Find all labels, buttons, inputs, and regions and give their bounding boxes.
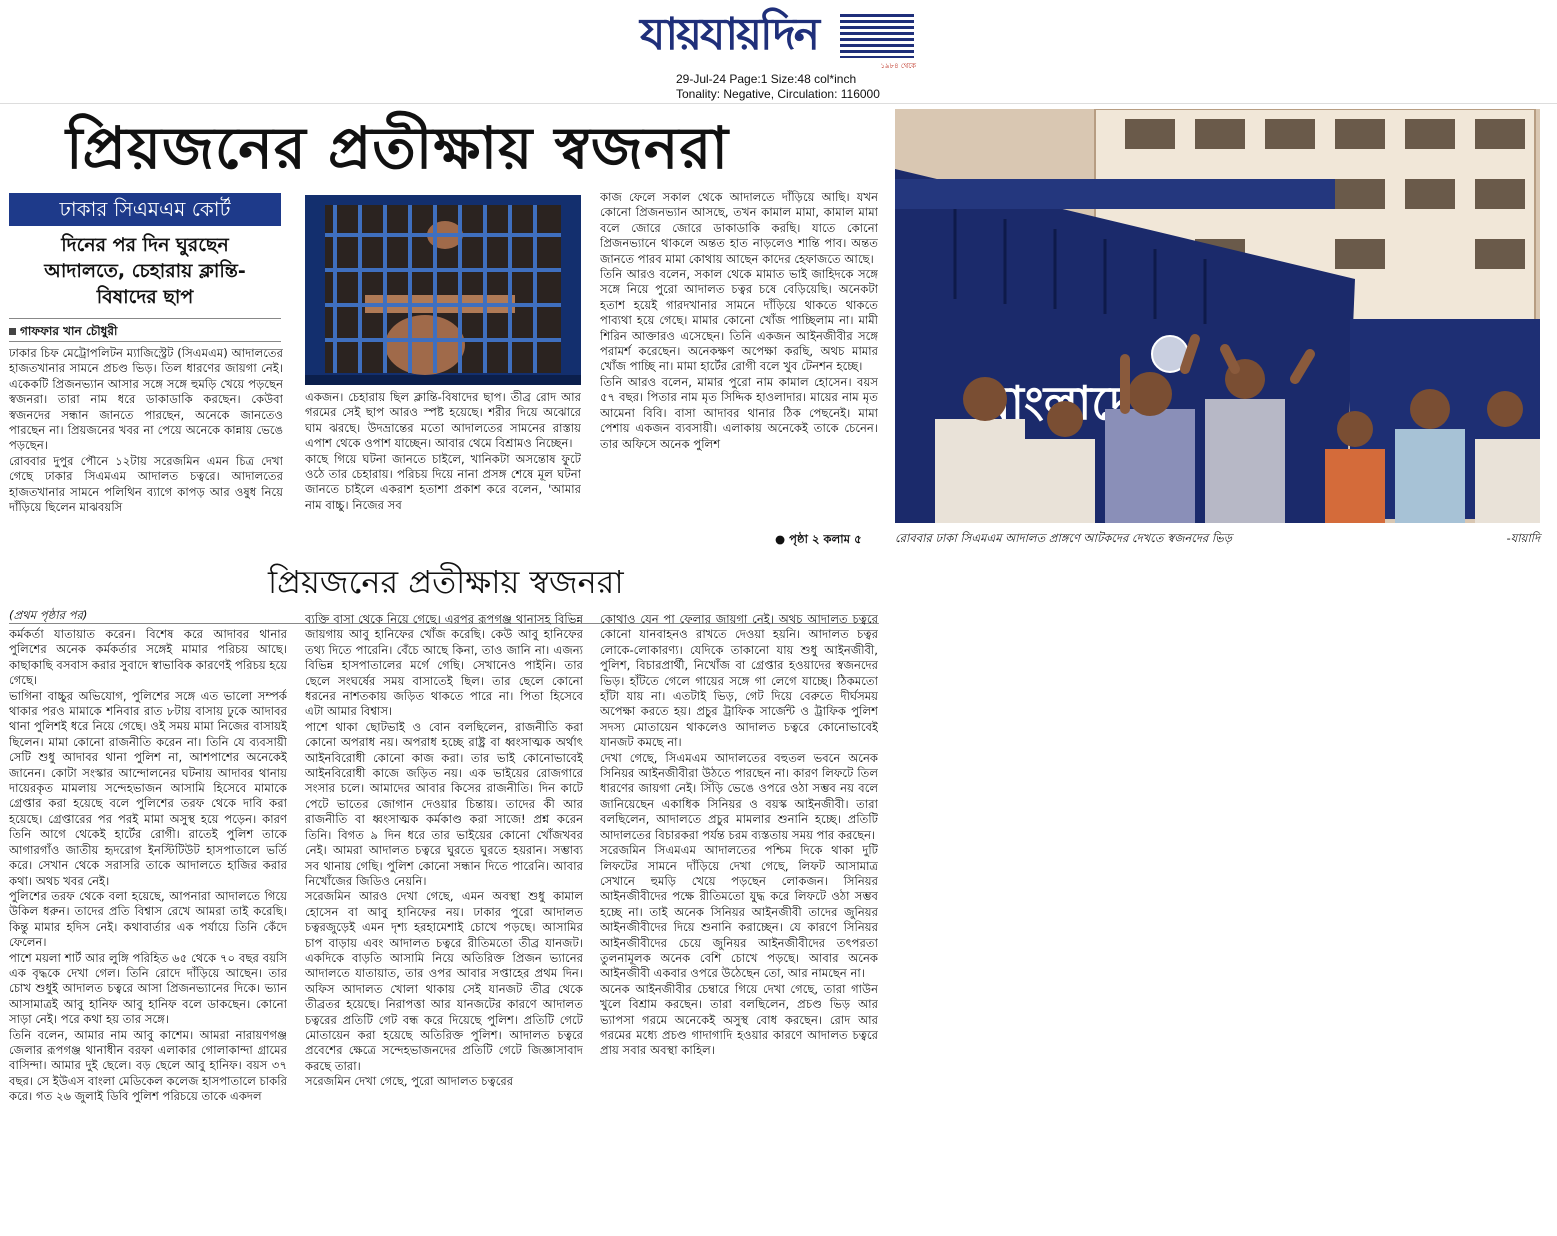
section-label: ঢাকার সিএমএম কোর্ট <box>9 193 281 226</box>
article-col-1: ঢাকার চিফ মেট্রোপলিটন ম্যাজিস্ট্রেট (সিএমএম) আদালতের হাজতখানার সামনে প্রচণ্ড ভিড়। তিল ধারণের জায়গা নেই। একেকটি প্রিজনভ্যান আসার সঙ্গে সঙ্গে হুমড়ি খেয়ে পড়ছেন স্বজনরা। তারা নাম ধরে ডাকাডাকি করছেন। কেউবা স্বজনদের সন্ধান জানতে পারছেন, অনেকে জানতেও পারছেন না। প্রিয়জনের খবর না পেয়ে অনেকে কান্নায় ভেঙে পড়ছেন। রোববার দুপুর পৌনে ১২টায় সরেজমিন এমন চিত্র দেখা গেছে ঢাকার সিএমএম আদালত চত্বরে। আদালতের হাজতখানার সামনে পলিথিন ব্যাগে কাপড় আর ওষুধ নিয়ে দাঁড়িয়ে ছিলেন মাঝবয়সি <box>9 346 283 515</box>
caption-text: রোববার ঢাকা সিএমএম আদালত প্রাঙ্গণে আটকদের দেখতে স্বজনদের ভিড় <box>895 531 1232 545</box>
logo-since: ১৯৮৪ থেকে <box>880 62 916 70</box>
court-crowd-image <box>895 109 1540 523</box>
crowd-photo <box>895 109 1540 523</box>
byline <box>9 323 117 343</box>
article-col-6: কোথাও যেন পা ফেলার জায়গা নেই। অথচ আদালত চত্বরে কোনো যানবাহনও রাখতে দেওয়া হয়নি। আদালত চত্বর লোকে-লোকারণ্য। যেদিকে তাকানো যায় শুধু আইনজীবী, পুলিশ, বিচারপ্রার্থী, নিখোঁজ বা গ্রেপ্তার হওয়াদের স্বজনদের ভিড়। হাঁটতে গেলে গায়ের সঙ্গে গা লেগে যাচ্ছে। ঠিকমতো হাঁটা যায় না। এতটাই ভিড়, গেট দিয়ে বেরুতে দীর্ঘসময় অপেক্ষা করতে হয়। প্রচুর ট্রাফিক সার্জেন্ট ও ট্রাফিক পুলিশ সদস্য মোতায়েন থাকলেও আদালত চত্বরে কোনোভাবেই যানজট কমছে না। দেখা গেছে, সিএমএম আদালতের বহুতল ভবনে অনেক সিনিয়র আইনজীবীরা উঠতে পারছেন না। কারণ লিফটে তিল ধারণের জায়গা নেই। সিঁড়ি ভেঙে ওপরে ওঠা সম্ভব নয় বলে জানিয়েছেন একাধিক সিনিয়র ও বয়স্ক আইনজীবী। তারা বলছিলেন, আদালতে প্রচুর মামলার শুনানি হচ্ছে। প্রতিটি আদালতের বিচারকরা পর্যন্ত চরম ব্যস্ততায় সময় পার করছেন। সরেজমিন সিএমএম আদালতের পশ্চিম দিকে থাকা দুটি লিফটের সামনে দাঁড়িয়ে দেখা গেছে, লিফট আসামাত্র সেখানে হুমড়ি খেয়ে পড়ছেন লোকজন। সিনিয়র আইনজীবীদের পক্ষে রীতিমতো যুদ্ধ করে লিফটে ওঠা সম্ভব হচ্ছে না। তাই অনেক সিনিয়র আইনজীবী তাদের জুনিয়র আইনজীবীদের দিয়ে শুনানি করাচ্ছেন। যে কারণে সিনিয়র আইনজীবীদের চেয়ে জুনিয়র আইনজীবীদের তৎপরতা তুলনামূলক অনেক বেশি চোখে পড়ছে। আবার অনেক আইনজীবী একবার ওপরে উঠেছেন তো, আর নামছেন না। অনেক আইনজীবীর চেম্বারে গিয়ে দেখা গেছে, তারা গাউন খুলে বিশ্রাম করছেন। তারা বলছিলেন, প্রচণ্ড ভিড় আর ভ্যাপসা গরমে অনেকেই অসুস্থ বোধ করছেন। রোদ আর গরমের মধ্যে প্রচণ্ড গাদাগাদি হওয়ার কারণে আদালত চত্বরে প্রায় সবার অবস্থা কাহিল। <box>600 612 878 1058</box>
prison-bars-image <box>305 195 581 385</box>
square-icon <box>9 328 16 335</box>
rule <box>9 341 281 342</box>
meta-line-1: 29-Jul-24 Page:1 Size:48 col*inch <box>676 72 857 86</box>
subhead: দিনের পর দিন ঘুরছেন আদালতে, চেহারায় ক্লান্তি-বিষাদের ছাপ <box>44 234 246 308</box>
article-col-2: একজন। চেহারায় ছিল ক্লান্তি-বিষাদের ছাপ। তীব্র রোদ আর গরমের সেই ছাপ আরও স্পষ্ট হয়েছে। শরীর দিয়ে অঝোরে ঘাম ঝরছে। উদভ্রান্তের মতো আদালতের সামনের রাস্তায় এপাশ থেকে ওপাশ যাচ্ছেন। আবার থেমে বিশ্রামও নিচ্ছেন। কাছে গিয়ে ঘটনা জানতে চাইলে, খানিকটা অসন্তোষ ফুটে ওঠে তার চেহারায়। পরিচয় দিয়ে নানা প্রসঙ্গ শেষে মূল ঘটনা জানতে চাইলে একরাশ হতাশা প্রকাশ করে বলেন, 'আমার নাম বাচ্চু। নিজের সব <box>305 390 581 512</box>
article-col-3: কাজ ফেলে সকাল থেকে আদালতে দাঁড়িয়ে আছি। যখন কোনো প্রিজনভ্যান আসছে, তখন কামাল মামা, কামাল মামা বলে জোরে জোরে ডাকাডাকি করছি। যাতে কোনো প্রিজনভ্যানে থাকলে অন্তত হাত নাড়লেও শান্তি পাব। অন্তত জানতে পারব মামা কোথায় আছেন কাদের হেফাজতে আছে। তিনি আরও বলেন, সকাল থেকে মামাত ভাই জাহিদকে সঙ্গে সঙ্গে নিয়ে পুরো আদালত চত্বর চষে বেড়িয়েছি। অনেকটা হতাশ হয়েই গারদখানার সামনে দাঁড়িয়ে থাকতে থাকতে পাব্যথা হয়ে গেছে। মামার কোনো খোঁজ পাচ্ছিলাম না। মামী শিরিন আক্তারও এসেছেন। তিনি একজন আইনজীবীর সঙ্গে পরামর্শ করেছেন। অনেকক্ষণ অপেক্ষা করছি, অথচ মামার খোঁজ পাচ্ছি না। মামা হার্টের রোগী বলে খুব টেনশন হচ্ছে। তিনি আরও বলেন, মামার পুরো নাম কামাল হোসেন। বয়স ৫৭ বছর। পিতার নাম মৃত সিদ্দিক হাওলাদার। মায়ের নাম মৃত আমেনা বিবি। বাসা আদাবর থানার ঠিক পেছনেই। মামা পেশায় একজন ব্যবসায়ী। এলাকায় অনেকেই তাকে চেনেন। তার অফিসে অনেক পুলিশ <box>600 190 878 451</box>
clipping-meta <box>676 72 880 102</box>
meta-line-2: Tonality: Negative, Circulation: 116000 <box>676 87 880 101</box>
continuation-headline: প্রিয়জনের প্রতীক্ষায় স্বজনরা <box>268 563 624 601</box>
continued-marker: ● পৃষ্ঠা ২ কলাম ৫ <box>775 532 862 546</box>
logo-stripes <box>840 14 914 58</box>
prison-van-photo <box>305 195 581 385</box>
headline: প্রিয়জনের প্রতীক্ষায় স্বজনরা <box>66 114 730 182</box>
from-first-page-note: (প্রথম পৃষ্ঠার পর) <box>9 608 88 622</box>
photo-caption <box>895 530 1540 549</box>
article-col-4: কর্মকর্তা যাতায়াত করেন। বিশেষ করে আদাবর থানার পুলিশের অনেক কর্মকর্তার সঙ্গেই মামার পরিচয় আছে। কাছাকাছি বসবাস করার সুবাদে স্বাভাবিক কারণেই পরিচয় হয়ে গেছে। ভাগিনা বাচ্চুর অভিযোগ, পুলিশের সঙ্গে এত ভালো সম্পর্ক থাকার পরও মামাকে শনিবার রাত ৮টায় বাসায় ঢুকে আদাবর থানা পুলিশই ধরে নিয়ে গেছে। ওই সময় মামা নিজের বাসায়ই ছিলেন। মামা কোনো রাজনীতি করেন না। তিনি যে ব্যবসায়ী সেটি শুধু আদাবর থানা পুলিশ না, আশপাশের অনেকেই জানেন। কোটা সংস্কার আন্দোলনের ঘটনায় আদাবর থানায় দায়েরকৃত মামলায় সন্দেহভাজন আসামি হিসেবে মামাকে গ্রেপ্তার করা হয়েছে বলে পুলিশের তরফ থেকে দাবি করা হয়েছে। গ্রেপ্তারের পর পরই মামা অসুস্থ হয়ে পড়েন। কারণ তিনি আগে থেকেই হার্টের রোগী। রাতেই পুলিশ তাকে আগারগাঁও জাতীয় হৃদরোগ ইনস্টিটিউট হাসপাতালে ভর্তি করে। সেখান থেকে সরাসরি তাকে আদালতে হাজির করার কথা। অথচ খবর নেই। পুলিশের তরফ থেকে বলা হয়েছে, আপনারা আদালতে গিয়ে উকিল ধরুন। তাদের প্রতি বিশ্বাস রেখে আমরা তাই করেছি। কিন্তু মামার হদিস নেই। কথাবার্তার এক পর্যায়ে তিনি কেঁদে ফেলেন। পাশে ময়লা শার্ট আর লুঙ্গি পরিহিত ৬৫ থেকে ৭০ বছর বয়সি এক বৃদ্ধকে দেখা গেল। তিনি রোদে দাঁড়িয়ে আছেন। তার চোখ শুধুই আদালত চত্বরে আসা প্রিজনভ্যানের দিকে। ভ্যান আসামাত্রই আবু হানিফ আবু হানিফ বলে ডাকছেন। কোনো সাড়া নেই। পরে কথা হয় তার সঙ্গে। তিনি বলেন, আমার নাম আবু কাশেম। আমরা নারায়ণগঞ্জ জেলার রূপগঞ্জ থানাধীন বরফা এলাকার গোলাকান্দা গ্রামের বাসিন্দা। আমার দুই ছেলে। বড় ছেলে আবু হানিফ। বয়স ৩৭ বছর। সে ইউএস বাংলা মেডিকেল কলেজ হাসপাতালে চাকরি করে। গত ২৬ জুলাই ডিবি পুলিশ পরিচয়ে তাকে একদল <box>9 627 287 1104</box>
masthead <box>640 8 920 70</box>
rule <box>9 318 281 319</box>
divider <box>0 103 1557 104</box>
newspaper-logo: যায়যায়দিন <box>640 9 819 60</box>
byline-name: গাফফার খান চৌধুরী <box>20 324 118 338</box>
article-col-5: ব্যক্তি বাসা থেকে নিয়ে গেছে। এরপর রূপগঞ্জ থানাসহ বিভিন্ন জায়গায় আবু হানিফের খোঁজ করেছি। কেউ আবু হানিফের তথ্য দিতে পারেনি। বেঁচে আছে কিনা, তাও জানি না। এজন্য বিভিন্ন হাসপাতালের মর্গে গেছি। সেখানেও পাইনি। তার ছেলে সংঘর্ষের সময় বাসাতেই ছিল। তার ছেলে কোনো ধরনের নাশতকায় জড়িত থাকতে পারে না। পিতা হিসেবে এটা আমার বিশ্বাস। পাশে থাকা ছোটভাই ও বোন বলছিলেন, রাজনীতি করা কোনো অপরাধ নয়। অপরাধ হচ্ছে রাষ্ট্র বা ধ্বংসাত্মক অর্থাৎ আইনবিরোধী কোনো কাজ করা। তার ভাই কোনোভাবেই আইনবিরোধী কাজে জড়িত নয়। এক ভাইয়ের রোজগারে সংসার চলে। আমাদের আবার কিসের রাজনীতি। দিন কাটে পেটে ভাতের জোগান দেওয়ার চিন্তায়। তাদের কী আর রাজনীতি বা ধ্বংসাত্মক কর্মকাণ্ড করা সাজে! প্রশ্ন করেন তিনি। বিগত ৯ দিন ধরে তার ভাইয়ের কোনো খোঁজখবর নেই। আমরা আদালত চত্বরে ঘুরতে ঘুরতে হয়রান। সম্ভাব্য সব থানায় গেছি। পুলিশ কোনো সন্ধান দিতে পারেনি। আবার নিখোঁজের জিডিও নেয়নি। সরেজমিন আরও দেখা গেছে, এমন অবস্থা শুধু কামাল হোসেন বা আবু হানিফের নয়। ঢাকার পুরো আদালত চত্বরজুড়েই এমন দৃশ্য হরহামেশাই চোখে পড়ছে। আসামির চাপ বাড়ায় এবং আদালত চত্বরে রীতিমতো তীব্র যানজট। একদিকে বাড়তি আসামি নিয়ে অতিরিক্ত প্রিজন ভ্যানের আদালতে যাতায়াত, তার ওপর আবার সপ্তাহের প্রথম দিন। অফিস আদালত খোলা থাকায় সেই যানজট তীব্র থেকে তীব্রতর হয়েছে। নিরাপত্তা আর যানজটের কারণে আদালত চত্বরের প্রতিটি গেট বন্ধ করে দিয়েছে পুলিশ। প্রতিটি গেটে মোতায়েন করা হয়েছে অতিরিক্ত পুলিশ। আদালত চত্বরে প্রবেশের ক্ষেত্রে সন্দেহভাজনদের প্রতিটি গেটে জিজ্ঞাসাবাদ করছে তারা। সরেজমিন দেখা গেছে, পুরো আদালত চত্বরের <box>305 612 583 1089</box>
caption-credit: -যায়াদি <box>1506 531 1540 545</box>
